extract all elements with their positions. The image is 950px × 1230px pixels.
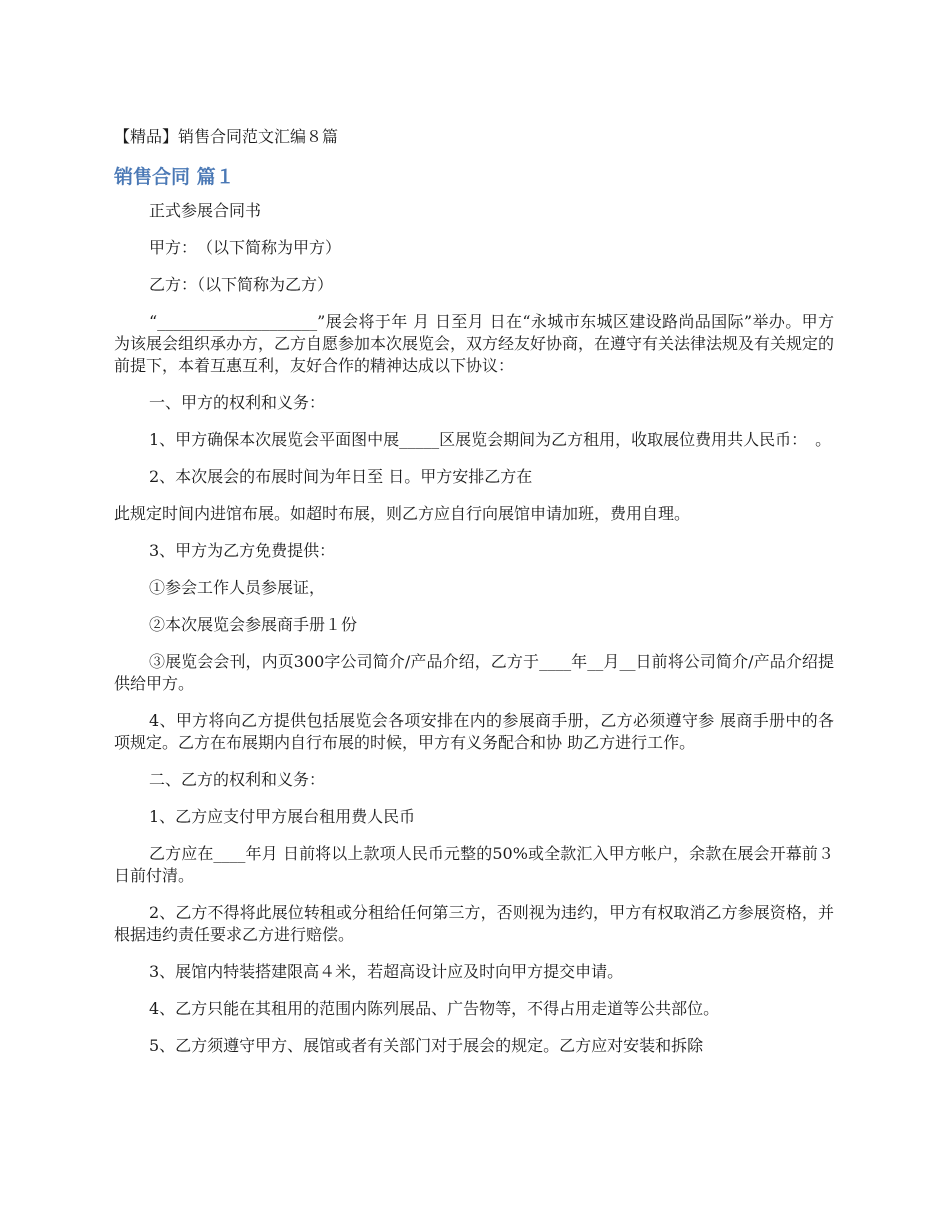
paragraph: 2、乙方不得将此展位转租或分租给任何第三方，否则视为违约，甲方有权取消乙方参展资格，并根据违约责任要求乙方进行赔偿。 <box>114 903 834 944</box>
paragraph: 乙方应在____年月 日前将以上款项人民币元整的50%或全款汇入甲方帐户，余款在展会开幕前３日前付清。 <box>114 844 834 885</box>
paragraph: 一、甲方的权利和义务： <box>149 393 326 412</box>
section-heading: 销售合同 篇１ <box>114 166 235 188</box>
paragraph: ②本次展览会参展商手册１份 <box>149 615 358 634</box>
paragraph: 3、甲方为乙方免费提供： <box>149 541 336 560</box>
paragraph: 甲方： （以下简称为甲方） <box>149 238 342 257</box>
paragraph: 4、甲方将向乙方提供包括展览会各项安排在内的参展商手册，乙方必须遵守参 展商手册中的各项规定。乙方在布展期内自行布展的时候，甲方有义务配合和协 助乙方进行工作。 <box>114 711 834 752</box>
document-body <box>114 200 834 1072</box>
paragraph: 2、本次展会的布展时间为年日至 日。甲方安排乙方在 <box>149 467 533 486</box>
paragraph: “____________________”展会将于年 月 日至月 日在“永城市东城区建设路尚品国际”举办。甲方为该展会组织承办方，乙方自愿参加本次展览会，双方经友好协商，在遵守有关法律法规及有关规定的前提下，本着互惠互利，友好合作的精神达成以下协议： <box>114 312 835 375</box>
paragraph: 1、乙方应支付甲方展台租用费人民币 <box>149 807 416 826</box>
paragraph: ①参会工作人员参展证， <box>149 578 326 597</box>
paragraph: 正式参展合同书 <box>149 201 262 220</box>
paragraph: 此规定时间内进馆布展。如超时布展，则乙方应自行向展馆申请加班，费用自理。 <box>114 504 691 523</box>
document-title: 【精品】销售合同范文汇编８篇 <box>114 127 339 146</box>
paragraph: 3、展馆内特装搭建限高４米，若超高设计应及时向甲方提交申请。 <box>149 962 624 981</box>
paragraph: 4、乙方只能在其租用的范围内陈列展品、广告物等，不得占用走道等公共部位。 <box>149 999 720 1018</box>
paragraph: 乙方：（以下简称为乙方） <box>149 275 334 294</box>
paragraph: 5、乙方须遵守甲方、展馆或者有关部门对于展会的规定。乙方应对安装和拆除 <box>149 1036 704 1055</box>
paragraph: 1、甲方确保本次展览会平面图中展_____区展览会期间为乙方租用，收取展位费用共人民币： 。 <box>149 430 832 449</box>
paragraph: ③展览会会刊，内页300字公司简介/产品介绍，乙方于____年__月__日前将公司简介/产品介绍提供给甲方。 <box>114 652 834 693</box>
paragraph: 二、乙方的权利和义务： <box>149 770 326 789</box>
